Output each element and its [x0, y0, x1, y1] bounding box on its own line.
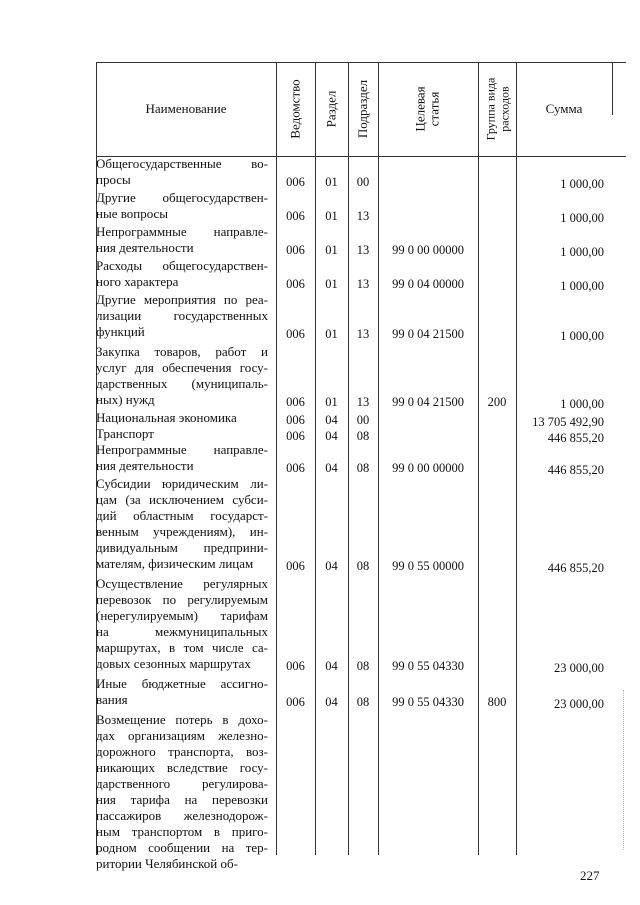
row-name-line: Национальная экономика — [96, 410, 237, 425]
row-tselevaya: 99 0 04 21500 — [392, 395, 464, 409]
row-name — [96, 426, 268, 442]
row-name-line: родном сообщении на тер- — [96, 840, 268, 855]
row-name-line: Осуществление регулярных — [96, 576, 268, 591]
header-gruppa-line2: расходов — [497, 86, 511, 132]
row-name-line: на межмуниципальных — [96, 624, 268, 639]
row-name — [96, 292, 268, 340]
row-name-line: маршрутах, в том числе са- — [96, 640, 268, 655]
row-vedomstvo: 006 — [286, 395, 305, 409]
header-podrazdel — [348, 62, 378, 156]
row-name-line: (нерегулируемым) тарифам — [96, 608, 268, 623]
col-border — [612, 62, 613, 115]
header-name — [96, 62, 276, 156]
header-tselevaya-line2: статья — [426, 91, 442, 127]
header-gruppa-label — [483, 78, 511, 141]
page-number: 227 — [580, 868, 600, 883]
row-name-line: ния деятельности — [96, 240, 194, 255]
row-vedomstvo: 006 — [286, 209, 305, 223]
header-summa-label: Сумма — [545, 101, 583, 116]
row-podrazdel: 13 — [356, 209, 370, 223]
row-razdel: 04 — [325, 429, 338, 443]
row-name — [96, 156, 268, 188]
row-vedomstvo: 006 — [286, 175, 305, 189]
row-vedomstvo: 006 — [286, 559, 305, 573]
row-vedomstvo: 006 — [286, 695, 305, 709]
header-vedomstvo-label: Ведомство — [287, 79, 303, 139]
row-tselevaya: 99 0 55 04330 — [392, 659, 464, 673]
row-tselevaya: 99 0 04 00000 — [392, 277, 464, 291]
row-name — [96, 224, 268, 256]
row-razdel: 01 — [325, 209, 338, 223]
header-razdel-label: Раздел — [323, 90, 339, 128]
row-name-line: Общегосударственные во- — [96, 156, 268, 171]
row-name — [96, 410, 268, 426]
row-name-line: ного характера — [96, 274, 179, 289]
row-summa: 446 855,20 — [547, 561, 604, 575]
header-gruppa-line1: Группа вида — [483, 77, 497, 141]
row-summa: 1 000,00 — [560, 279, 604, 293]
row-name-line: дарственных (муниципаль- — [96, 376, 268, 391]
row-name-line: Иные бюджетные ассигно- — [96, 676, 268, 691]
row-tselevaya: 99 0 00 00000 — [392, 243, 464, 257]
col-border — [478, 62, 479, 855]
row-name-line: услуг для обеспечения госу- — [96, 360, 268, 375]
row-podrazdel: 08 — [356, 461, 370, 475]
header-tselevaya-line1: Целевая — [412, 86, 428, 132]
row-name-line: функций — [96, 324, 145, 339]
row-name-line: ных) нужд — [96, 392, 155, 407]
scan-artifact — [623, 690, 624, 850]
row-name-line: дивидуальным предприни- — [96, 540, 268, 555]
row-name-line: мателям, физическим лицам — [96, 556, 254, 571]
row-podrazdel: 08 — [356, 695, 370, 709]
header-razdel — [315, 62, 348, 156]
row-name — [96, 712, 268, 872]
row-vedomstvo: 006 — [286, 277, 305, 291]
row-summa: 23 000,00 — [554, 697, 604, 711]
row-name-line: ным транспортом в приго- — [96, 824, 268, 839]
row-razdel: 01 — [325, 277, 338, 291]
row-podrazdel: 13 — [356, 395, 370, 409]
row-name-line: просы — [96, 172, 131, 187]
row-summa: 1 000,00 — [560, 211, 604, 225]
row-name-line: Возмещение потерь в дохо- — [96, 712, 268, 727]
header-podrazdel-label: Подраздел — [355, 79, 371, 139]
row-podrazdel: 00 — [356, 175, 370, 189]
row-name-line: цам (за исключением субси- — [96, 492, 268, 507]
row-vedomstvo: 006 — [286, 327, 305, 341]
row-razdel: 04 — [325, 461, 338, 475]
header-gruppa — [478, 62, 516, 156]
row-tselevaya: 99 0 55 04330 — [392, 695, 464, 709]
row-name — [96, 676, 268, 708]
row-name — [96, 576, 268, 672]
row-name-line: венным учреждениям), ин- — [96, 524, 268, 539]
row-name — [96, 344, 268, 408]
row-razdel: 04 — [325, 659, 338, 673]
row-name-line: Непрограммные направле- — [96, 442, 268, 457]
row-name-line: ритории Челябинской об- — [96, 856, 238, 871]
row-summa: 1 000,00 — [560, 329, 604, 343]
row-name-line: вания — [96, 692, 128, 707]
row-razdel: 04 — [325, 413, 338, 427]
row-name-line: ния деятельности — [96, 458, 194, 473]
header-vedomstvo — [276, 62, 315, 156]
row-podrazdel: 13 — [356, 243, 370, 257]
row-razdel: 01 — [325, 243, 338, 257]
header-summa — [516, 62, 612, 156]
row-podrazdel: 13 — [356, 277, 370, 291]
row-name-line: Транспорт — [96, 426, 154, 441]
row-name — [96, 442, 268, 474]
col-border — [516, 62, 517, 855]
row-name-line: Другие общегосударствен- — [96, 190, 268, 205]
row-vedomstvo: 006 — [286, 429, 305, 443]
row-podrazdel: 13 — [356, 327, 370, 341]
row-name-line: перевозок по регулируемым — [96, 592, 268, 607]
row-name-line: Субсидии юридическим ли- — [96, 476, 268, 491]
row-name-line: никающих вследствие госу- — [96, 760, 268, 775]
row-podrazdel: 08 — [356, 429, 370, 443]
row-name — [96, 258, 268, 290]
row-name-line: дах организациям железно- — [96, 728, 268, 743]
row-name-line: дий областным государст- — [96, 508, 268, 523]
row-name — [96, 190, 268, 222]
row-name-line: Закупка товаров, работ и — [96, 344, 268, 359]
row-tselevaya: 99 0 55 00000 — [392, 559, 464, 573]
row-summa: 446 855,20 — [547, 431, 604, 445]
row-razdel: 01 — [325, 327, 338, 341]
row-gruppa: 200 — [487, 395, 507, 409]
row-name-line: довых сезонных маршрутах — [96, 656, 251, 671]
row-name-line: лизации государственных — [96, 308, 268, 323]
row-name-line: Расходы общегосударствен- — [96, 258, 268, 273]
row-name-line: ные вопросы — [96, 206, 169, 221]
header-tselevaya-label — [414, 86, 442, 131]
row-podrazdel: 00 — [356, 413, 370, 427]
row-name-line: дорожного транспорта, воз- — [96, 744, 268, 759]
row-vedomstvo: 006 — [286, 659, 305, 673]
row-name-line: Непрограммные направле- — [96, 224, 268, 239]
row-tselevaya: 99 0 04 21500 — [392, 327, 464, 341]
row-podrazdel: 08 — [356, 559, 370, 573]
row-vedomstvo: 006 — [286, 461, 305, 475]
row-summa: 1 000,00 — [560, 177, 604, 191]
row-summa: 13 705 492,90 — [532, 415, 604, 429]
row-summa: 446 855,20 — [547, 463, 604, 477]
row-summa: 1 000,00 — [560, 245, 604, 259]
col-border — [378, 62, 379, 855]
row-razdel: 01 — [325, 395, 338, 409]
row-name-line: пассажиров железнодорож- — [96, 808, 268, 823]
row-razdel: 04 — [325, 559, 338, 573]
row-name-line: дарственного регулирова- — [96, 776, 268, 791]
row-razdel: 01 — [325, 175, 338, 189]
row-name — [96, 476, 268, 572]
row-vedomstvo: 006 — [286, 413, 305, 427]
row-tselevaya: 99 0 00 00000 — [392, 461, 464, 475]
header-tselevaya — [378, 62, 478, 156]
header-name-label: Наименование — [145, 101, 227, 116]
row-name-line: ния тарифа на перевозки — [96, 792, 268, 807]
row-podrazdel: 08 — [356, 659, 370, 673]
row-summa: 1 000,00 — [560, 397, 604, 411]
row-gruppa: 800 — [487, 695, 507, 709]
row-vedomstvo: 006 — [286, 243, 305, 257]
row-razdel: 04 — [325, 695, 338, 709]
row-summa: 23 000,00 — [554, 661, 604, 675]
row-name-line: Другие мероприятия по реа- — [96, 292, 268, 307]
